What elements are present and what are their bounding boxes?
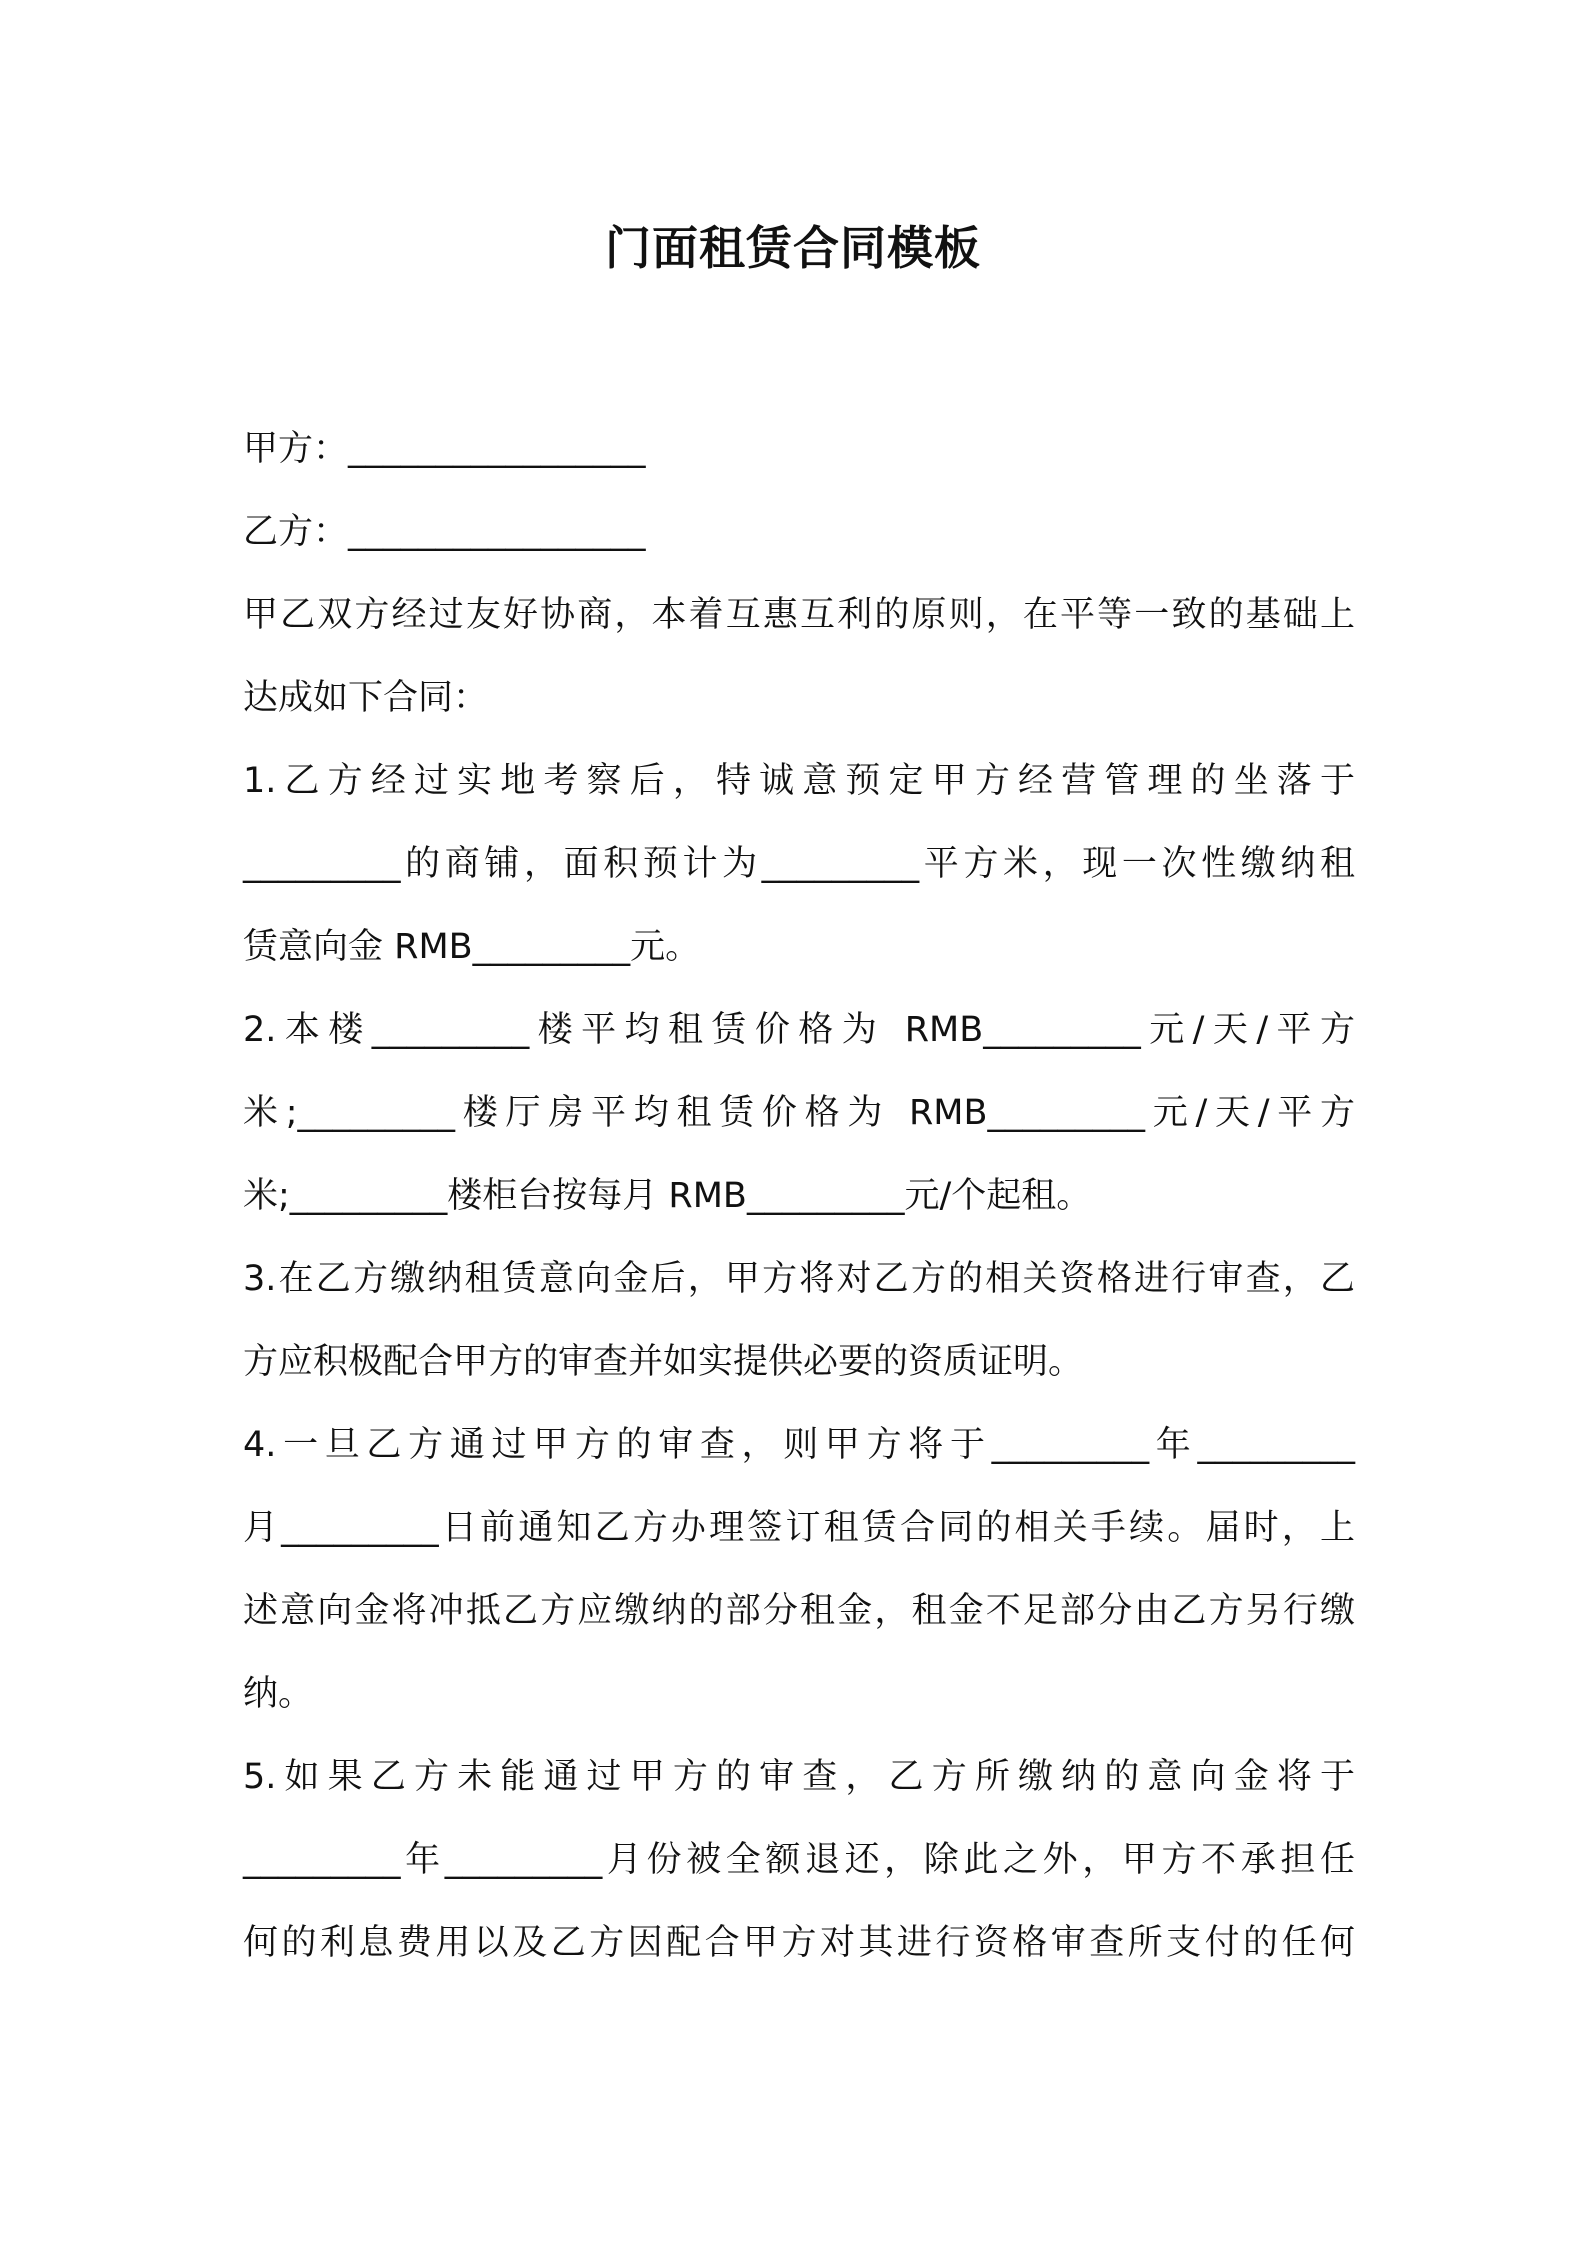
clause-2-line: 米;_________楼柜台按每月 RMB_________元/个起租。 bbox=[243, 1176, 1092, 1216]
party-b-text: 乙方：_________________ bbox=[243, 512, 646, 552]
party-a-text: 甲方：_________________ bbox=[243, 429, 646, 469]
clause-2-line: 米;_________楼厅房平均租赁价格为 RMB_________元/天/平方 bbox=[243, 1093, 1355, 1133]
clause-5-line: 何的利息费用以及乙方因配合甲方对其进行资格审查所支付的任何 bbox=[243, 1923, 1355, 1963]
clause-4-line: 述意向金将冲抵乙方应缴纳的部分租金，租金不足部分由乙方另行缴 bbox=[243, 1591, 1355, 1631]
clause-3-line: 方应积极配合甲方的审查并如实提供必要的资质证明。 bbox=[243, 1342, 1084, 1382]
clause-4-line: 4.一旦乙方通过甲方的审查，则甲方将于_________年_________ bbox=[243, 1425, 1355, 1465]
clause-4-line: 纳。 bbox=[243, 1674, 314, 1714]
clause-4-line: 月_________日前通知乙方办理签订租赁合同的相关手续。届时，上 bbox=[243, 1508, 1355, 1548]
clause-2-line: 2.本楼_________楼平均租赁价格为 RMB_________元/天/平方 bbox=[243, 1010, 1355, 1050]
document-title: 门面租赁合同模板 bbox=[605, 221, 981, 275]
clause-1-line: 赁意向金 RMB_________元。 bbox=[243, 927, 701, 967]
party-b-line bbox=[243, 491, 1355, 574]
clause-5-line: 5.如果乙方未能通过甲方的审查，乙方所缴纳的意向金将于 bbox=[243, 1757, 1355, 1797]
party-a-line bbox=[243, 408, 1355, 491]
intro-line: 甲乙双方经过友好协商，本着互惠互利的原则，在平等一致的基础上 bbox=[243, 595, 1355, 635]
document-body bbox=[243, 408, 1355, 1985]
intro-line: 达成如下合同： bbox=[243, 678, 489, 718]
clause-1-line: _________的商铺，面积预计为_________平方米，现一次性缴纳租 bbox=[243, 844, 1355, 884]
clause-5-line: _________年_________月份被全额退还，除此之外，甲方不承担任 bbox=[243, 1840, 1355, 1880]
clause-3-line: 3.在乙方缴纳租赁意向金后，甲方将对乙方的相关资格进行审查，乙 bbox=[243, 1259, 1355, 1299]
clause-1-line: 1.乙方经过实地考察后，特诚意预定甲方经营管理的坐落于 bbox=[243, 761, 1355, 801]
